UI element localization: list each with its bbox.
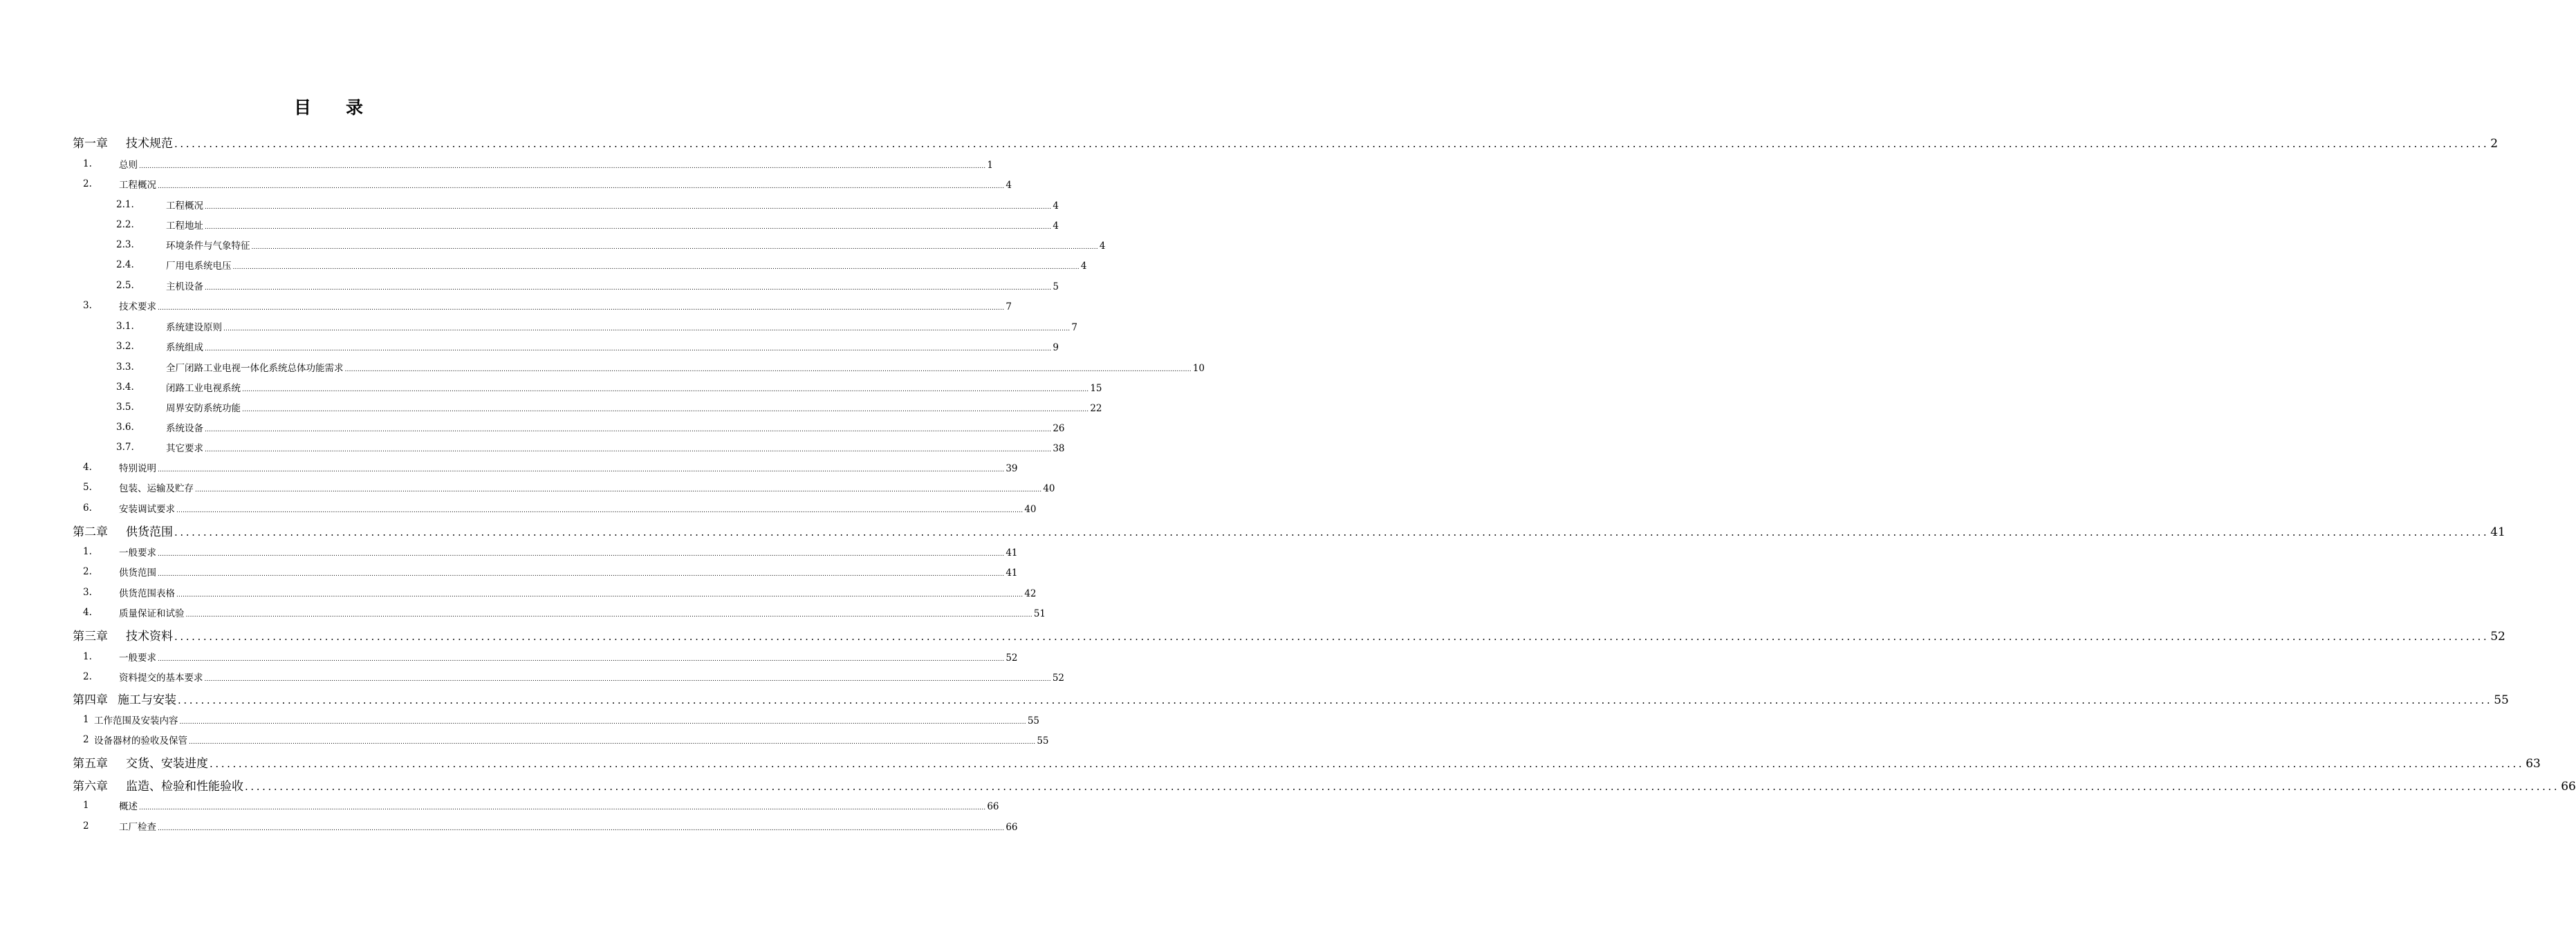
- toc-entry[interactable]: [0, 688, 2509, 709]
- toc-entry-number: 2.5.: [116, 280, 134, 291]
- toc-entry-number: 第三章: [73, 629, 108, 644]
- toc-entry-number: 2.1.: [116, 199, 134, 210]
- toc-entry-number: 3.3.: [116, 362, 134, 373]
- toc-entry-number: 第一章: [73, 136, 108, 151]
- toc-entry-page: 9: [1053, 342, 1059, 353]
- toc-entry[interactable]: [0, 541, 1018, 562]
- toc-entry-label: 质量保证和试验: [119, 608, 185, 619]
- toc-entry-page: 1: [987, 160, 993, 171]
- toc-entry-number: 1: [83, 714, 89, 725]
- toc-entry-label: 监造、检验和性能验收: [126, 779, 243, 794]
- toc-entry-label: 工厂检查: [119, 822, 156, 833]
- toc-entry-number: 3.6.: [116, 422, 134, 433]
- toc-entry-label: 供货范围表格: [119, 588, 175, 599]
- toc-entry-label: 系统设备: [166, 423, 203, 434]
- dot-leader: ................................................................................................................................................................................................................................................................................................................................................................................................................: [242, 406, 1089, 413]
- toc-entry-label: 工作范围及安装内容: [94, 715, 178, 726]
- dot-leader: ................................................................................................................................................................................................................................................................................................................................................................................................................: [176, 592, 1023, 599]
- toc-entry-label: 周界安防系统功能: [166, 403, 241, 414]
- toc-entry-label: 工程地址: [166, 220, 203, 232]
- toc-entry-page: 22: [1090, 403, 1102, 414]
- toc-entry-page: 4: [1080, 261, 1087, 272]
- dot-leader: ................................................................................................................................................................................................................................................................................................................................................................................................................: [344, 366, 1192, 373]
- dot-leader: ................................................................................................................................................................................................................................................................................................................................................................................................................: [174, 630, 2490, 643]
- toc-entry-page: 52: [1006, 653, 1018, 664]
- toc-entry-number: 第六章: [73, 779, 108, 794]
- toc-entry[interactable]: [0, 194, 1059, 215]
- toc-entry-page: 4: [1099, 241, 1106, 252]
- toc-entry-label: 安装调试要求: [119, 504, 175, 515]
- dot-leader: ................................................................................................................................................................................................................................................................................................................................................................................................................: [158, 183, 1005, 190]
- toc-entry-label: 供货范围: [119, 567, 156, 579]
- toc-entry-page: 7: [1006, 301, 1012, 312]
- dot-leader: ................................................................................................................................................................................................................................................................................................................................................................................................................: [223, 326, 1071, 332]
- dot-leader: ................................................................................................................................................................................................................................................................................................................................................................................................................: [174, 137, 2490, 150]
- dot-leader: ................................................................................................................................................................................................................................................................................................................................................................................................................: [232, 264, 1079, 271]
- dot-leader: ................................................................................................................................................................................................................................................................................................................................................................................................................: [178, 693, 2493, 706]
- toc-entry-label: 主机设备: [166, 281, 203, 292]
- toc-entry-label: 技术要求: [119, 301, 156, 312]
- toc-entry-label: 资料提交的基本要求: [119, 673, 203, 684]
- toc-entry-page: 4: [1006, 180, 1012, 191]
- dot-leader: ................................................................................................................................................................................................................................................................................................................................................................................................................: [179, 719, 1026, 726]
- toc-entry-number: 1.: [83, 158, 92, 169]
- toc-entry-number: 4.: [83, 462, 92, 473]
- dot-leader: ................................................................................................................................................................................................................................................................................................................................................................................................................: [205, 346, 1052, 353]
- toc-entry-number: 3.2.: [116, 341, 134, 352]
- dot-leader: ................................................................................................................................................................................................................................................................................................................................................................................................................: [251, 244, 1098, 251]
- toc-entry[interactable]: [0, 624, 2505, 645]
- dot-leader: ................................................................................................................................................................................................................................................................................................................................................................................................................: [185, 612, 1032, 619]
- dot-leader: ................................................................................................................................................................................................................................................................................................................................................................................................................: [176, 507, 1023, 514]
- toc-entry-page: 41: [1006, 547, 1018, 559]
- dot-leader: ................................................................................................................................................................................................................................................................................................................................................................................................................: [204, 676, 1051, 683]
- toc-entry[interactable]: [0, 477, 1055, 498]
- dot-leader: ................................................................................................................................................................................................................................................................................................................................................................................................................: [139, 805, 986, 811]
- toc-entry-label: 闭路工业电视系统: [166, 383, 241, 394]
- toc-entry[interactable]: [0, 751, 2541, 772]
- toc-entry-number: 2.3.: [116, 239, 134, 250]
- toc-entry[interactable]: [0, 131, 2499, 152]
- toc-entry-page: 7: [1071, 322, 1077, 333]
- toc-entry-page: 55: [1027, 715, 1040, 726]
- toc-entry[interactable]: [0, 582, 1037, 603]
- dot-leader: ................................................................................................................................................................................................................................................................................................................................................................................................................: [189, 739, 1036, 746]
- toc-entry-number: 5.: [83, 482, 92, 493]
- toc-entry[interactable]: [0, 816, 1018, 836]
- toc-entry-label: 供货范围: [126, 525, 173, 539]
- toc-entry-number: 1: [83, 800, 89, 811]
- toc-entry-number: 1.: [83, 651, 92, 662]
- toc-entry-label: 交货、安装进度: [126, 756, 208, 771]
- toc-entry-page: 41: [1006, 567, 1018, 579]
- toc-entry-number: 2.2.: [116, 219, 134, 230]
- toc-entry[interactable]: [0, 214, 1059, 235]
- toc-entry-page: 42: [1024, 588, 1037, 599]
- toc-entry-label: 全厂闭路工业电视一体化系统总体功能需求: [166, 363, 344, 374]
- toc-entry-number: 第五章: [73, 756, 108, 771]
- dot-leader: ................................................................................................................................................................................................................................................................................................................................................................................................................: [139, 163, 986, 170]
- dot-leader: ................................................................................................................................................................................................................................................................................................................................................................................................................: [158, 467, 1005, 473]
- toc-title-right: 录: [346, 97, 364, 118]
- toc-entry-label: 工程概况: [166, 200, 203, 212]
- toc-entry-page: 55: [2494, 693, 2509, 707]
- toc-entry[interactable]: [0, 234, 1106, 255]
- toc-entry-number: 2.4.: [116, 259, 134, 270]
- toc-entry-page: 40: [1024, 504, 1037, 515]
- toc-entry[interactable]: [0, 357, 1205, 377]
- toc-entry-number: 3.4.: [116, 382, 134, 393]
- toc-entry[interactable]: [0, 254, 1087, 275]
- toc-entry-page: 63: [2526, 756, 2541, 771]
- toc-entry[interactable]: [0, 561, 1018, 582]
- toc-entry[interactable]: [0, 377, 1102, 397]
- toc-entry[interactable]: [0, 316, 1077, 337]
- dot-leader: ................................................................................................................................................................................................................................................................................................................................................................................................................: [205, 447, 1052, 453]
- toc-entry-page: 10: [1192, 363, 1205, 374]
- toc-entry-number: 3.1.: [116, 321, 134, 332]
- toc-entry-label: 厂用电系统电压: [166, 261, 232, 272]
- toc-entry-page: 26: [1053, 423, 1065, 434]
- toc-entry-page: 51: [1033, 608, 1046, 619]
- toc-entry-label: 其它要求: [166, 443, 203, 454]
- dot-leader: ................................................................................................................................................................................................................................................................................................................................................................................................................: [158, 571, 1005, 578]
- dot-leader: ................................................................................................................................................................................................................................................................................................................................................................................................................: [205, 204, 1052, 211]
- toc-entry-label: 施工与安装: [118, 693, 176, 707]
- dot-leader: ................................................................................................................................................................................................................................................................................................................................................................................................................: [158, 305, 1005, 312]
- toc-entry-page: 40: [1043, 483, 1055, 494]
- toc-entry-label: 总则: [119, 160, 138, 171]
- toc-entry-number: 2: [83, 820, 89, 832]
- toc-entry[interactable]: [0, 275, 1059, 296]
- toc-entry-page: 52: [1052, 673, 1065, 684]
- dot-leader: ................................................................................................................................................................................................................................................................................................................................................................................................................: [158, 656, 1005, 663]
- toc-entry-page: 55: [1037, 735, 1049, 747]
- toc-entry-number: 2.: [83, 178, 92, 189]
- toc-entry-number: 3.7.: [116, 442, 134, 453]
- toc-entry-number: 2: [83, 734, 89, 745]
- toc-entry[interactable]: [0, 173, 1012, 194]
- toc-title-left: 目: [293, 97, 311, 118]
- dot-leader: ................................................................................................................................................................................................................................................................................................................................................................................................................: [158, 551, 1005, 558]
- toc-entry-label: 工程概况: [119, 180, 156, 191]
- dot-leader: ................................................................................................................................................................................................................................................................................................................................................................................................................: [205, 426, 1052, 433]
- toc-entry-label: 概述: [119, 801, 138, 812]
- toc-entry-page: 66: [1006, 822, 1018, 833]
- toc-entry[interactable]: [0, 774, 2576, 795]
- toc-entry[interactable]: [0, 795, 999, 816]
- toc-entry-label: 包装、运输及贮存: [119, 483, 194, 494]
- toc-entry[interactable]: [0, 295, 1012, 316]
- dot-leader: ................................................................................................................................................................................................................................................................................................................................................................................................................: [245, 780, 2560, 793]
- toc-entry-page: 5: [1053, 281, 1059, 292]
- toc-entry-page: 38: [1053, 443, 1065, 454]
- dot-leader: ................................................................................................................................................................................................................................................................................................................................................................................................................: [205, 224, 1052, 231]
- toc-entry-label: 系统组成: [166, 342, 203, 353]
- toc-entry[interactable]: [0, 417, 1065, 438]
- toc-entry[interactable]: [0, 457, 1018, 478]
- toc-entry-page: 4: [1053, 220, 1059, 232]
- toc-entry-number: 第二章: [73, 525, 108, 539]
- toc-entry-page: 52: [2490, 629, 2505, 644]
- toc-entry-label: 设备器材的验收及保管: [94, 735, 187, 747]
- toc-entry-label: 技术资料: [126, 629, 173, 644]
- dot-leader: ................................................................................................................................................................................................................................................................................................................................................................................................................: [158, 825, 1005, 832]
- toc-entry-label: 一般要求: [119, 547, 156, 559]
- dot-leader: ................................................................................................................................................................................................................................................................................................................................................................................................................: [174, 525, 2490, 538]
- toc-entry-label: 环境条件与气象特征: [166, 241, 250, 252]
- toc-entry-number: 2.: [83, 566, 92, 577]
- toc-entry[interactable]: [0, 602, 1046, 623]
- toc-entry-number: 3.5.: [116, 402, 134, 413]
- toc-entry[interactable]: [0, 729, 1049, 750]
- toc-entry-number: 第四章: [73, 693, 108, 707]
- toc-entry-page: 39: [1006, 463, 1018, 474]
- toc-entry[interactable]: [0, 666, 1065, 687]
- toc-entry-label: 系统建设原则: [166, 322, 222, 333]
- dot-leader: ................................................................................................................................................................................................................................................................................................................................................................................................................: [210, 757, 2525, 770]
- toc-entry-page: 4: [1053, 200, 1059, 212]
- dot-leader: ................................................................................................................................................................................................................................................................................................................................................................................................................: [195, 487, 1042, 494]
- toc-entry-page: 2: [2490, 136, 2499, 151]
- toc-entry[interactable]: [0, 520, 2505, 541]
- dot-leader: ................................................................................................................................................................................................................................................................................................................................................................................................................: [242, 386, 1089, 393]
- toc-entry-label: 一般要求: [119, 653, 156, 664]
- toc-entry-number: 3.: [83, 300, 92, 311]
- toc-entry-number: 2.: [83, 671, 92, 682]
- toc-entry[interactable]: [0, 336, 1059, 357]
- toc-entry[interactable]: [0, 153, 993, 174]
- toc-entry-label: 特别说明: [119, 463, 156, 474]
- toc-entry[interactable]: [0, 498, 1037, 518]
- toc-entry-page: 66: [2561, 779, 2576, 794]
- toc-entry[interactable]: [0, 437, 1065, 458]
- dot-leader: ................................................................................................................................................................................................................................................................................................................................................................................................................: [205, 285, 1052, 292]
- toc-entry-label: 技术规范: [126, 136, 173, 151]
- toc-entry[interactable]: [0, 709, 1040, 730]
- toc-entry-page: 41: [2490, 525, 2505, 539]
- toc-entry-number: 4.: [83, 607, 92, 618]
- toc-entry-page: 66: [987, 801, 999, 812]
- toc-entry[interactable]: [0, 397, 1102, 417]
- toc-entry-number: 6.: [83, 503, 92, 514]
- toc-entry-page: 15: [1090, 383, 1102, 394]
- toc-title: [0, 94, 657, 119]
- toc-entry-number: 1.: [83, 546, 92, 557]
- toc-entry-number: 3.: [83, 587, 92, 598]
- toc-entry[interactable]: [0, 646, 1018, 667]
